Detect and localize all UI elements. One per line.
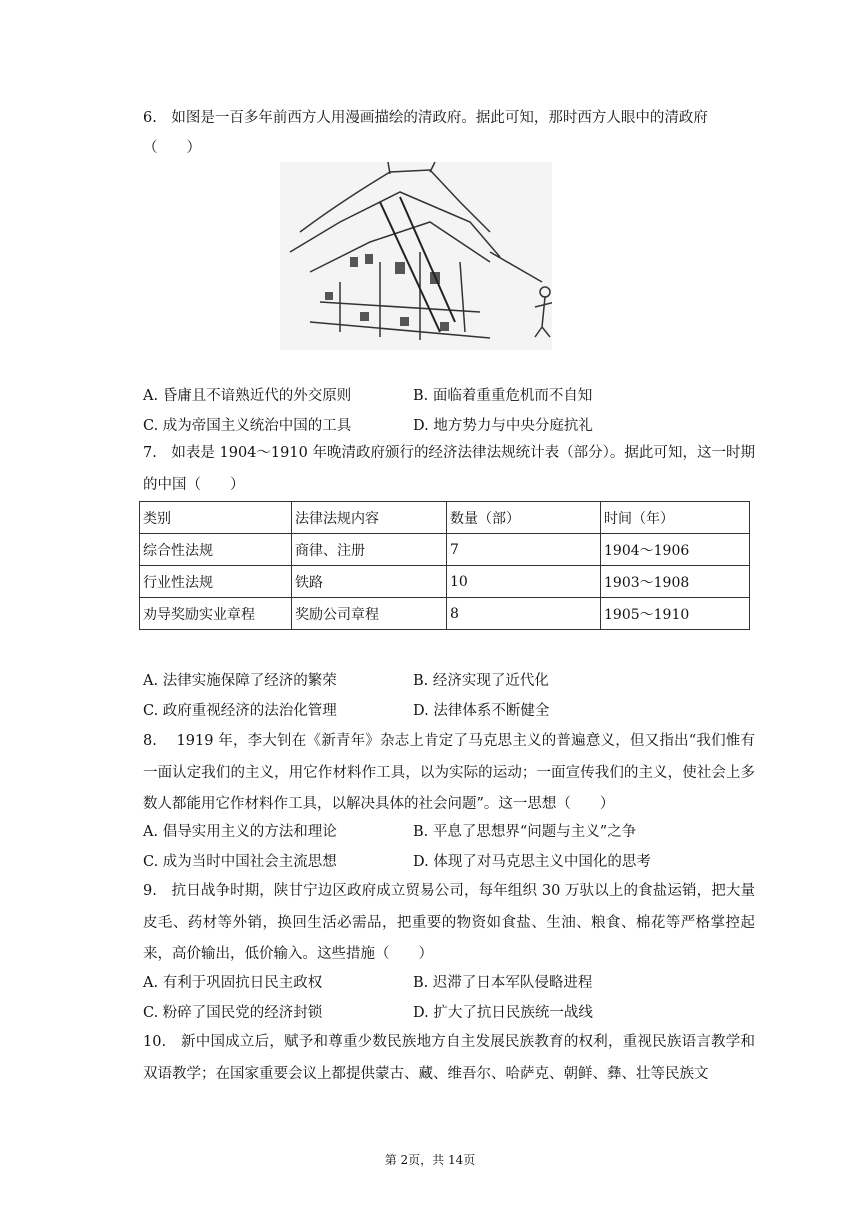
q8-stem: 8. 1919 年，李大钊在《新青年》杂志上肯定了马克思主义的普遍意义，但又指出“我们惟有一面认定我们的主义，用它作材料作工具，以为实际的运动；一面宣传我们的主义，使社会上多数人都能用它作材料作工具，以解决具体的社会问题”。这一思想（ ） [143,733,755,812]
table-header-cell: 类别 [140,502,292,534]
q9-option-d: D. 扩大了抗日民族统一战线 [413,1005,593,1021]
table-row [140,534,750,566]
q8-option-a: A. 倡导实用主义的方法和理论 [143,824,337,840]
table-header-cell: 时间（年） [601,502,750,534]
q6-option-b: B. 面临着重重危机而不自知 [413,388,593,404]
table-cell: 奖励公司章程 [292,598,447,630]
table-cell: 1904～1906 [601,534,750,566]
q7-option-a: A. 法律实施保障了经济的繁荣 [143,673,337,689]
table-header-cell: 数量（部） [447,502,601,534]
table-row [140,566,750,598]
table-cell: 1903～1908 [601,566,750,598]
q7-stem: 7. 如表是 1904～1910 年晚清政府颁行的经济法律法规统计表（部分）。据此可知，这一时期的中国（ ） [143,445,755,493]
q6-option-d: D. 地方势力与中央分庭抗礼 [413,418,593,434]
table-cell: 劝导奖励实业章程 [140,598,292,630]
table-cell: 商律、注册 [292,534,447,566]
table-header-row [140,502,750,534]
cartoon-illustration [280,162,552,350]
table-cell: 综合性法规 [140,534,292,566]
table-cell: 行业性法规 [140,566,292,598]
q6-option-c: C. 成为帝国主义统治中国的工具 [143,418,352,434]
q7-option-b: B. 经济实现了近代化 [413,673,549,689]
table-header-cell: 法律法规内容 [292,502,447,534]
q9-option-c: C. 粉碎了国民党的经济封锁 [143,1005,323,1021]
q9-option-a: A. 有利于巩固抗日民主政权 [143,975,323,991]
q7-table [139,501,750,630]
q9-option-b: B. 迟滞了日本军队侵略进程 [413,975,593,991]
q8-option-c: C. 成为当时中国社会主流思想 [143,854,337,870]
q7-option-c: C. 政府重视经济的法治化管理 [143,703,337,719]
q8-option-b: B. 平息了思想界“问题与主义”之争 [413,824,637,840]
table-cell: 铁路 [292,566,447,598]
table-cell: 1905～1910 [601,598,750,630]
q8-option-d: D. 体现了对马克思主义中国化的思考 [413,854,651,870]
q7-option-d: D. 法律体系不断健全 [413,703,550,719]
q9-stem: 9. 抗日战争时期，陕甘宁边区政府成立贸易公司，每年组织 30 万驮以上的食盐运销，把大量皮毛、药材等外销，换回生活必需品，把重要的物资如食盐、生油、粮食、棉花等严格掌控起来，高价输出，低价输入。这些措施（ ） [143,883,755,962]
q6-stem-line2: （ ） [143,140,201,156]
table-cell: 10 [447,566,601,598]
q6-option-a: A. 昏庸且不谙熟近代的外交原则 [143,388,352,404]
q6-stem-line1: 6. 如图是一百多年前西方人用漫画描绘的清政府。据此可知，那时西方人眼中的清政府 [143,110,708,126]
table-cell: 7 [447,534,601,566]
q10-stem: 10. 新中国成立后，赋予和尊重少数民族地方自主发展民族教育的权利，重视民族语言教学和双语教学；在国家重要会议上都提供蒙古、藏、维吾尔、哈萨克、朝鲜、彝、壮等民族文 [143,1034,755,1082]
table-row [140,598,750,630]
table-cell: 8 [447,598,601,630]
page-footer: 第 2页，共 14页 [384,1153,476,1167]
